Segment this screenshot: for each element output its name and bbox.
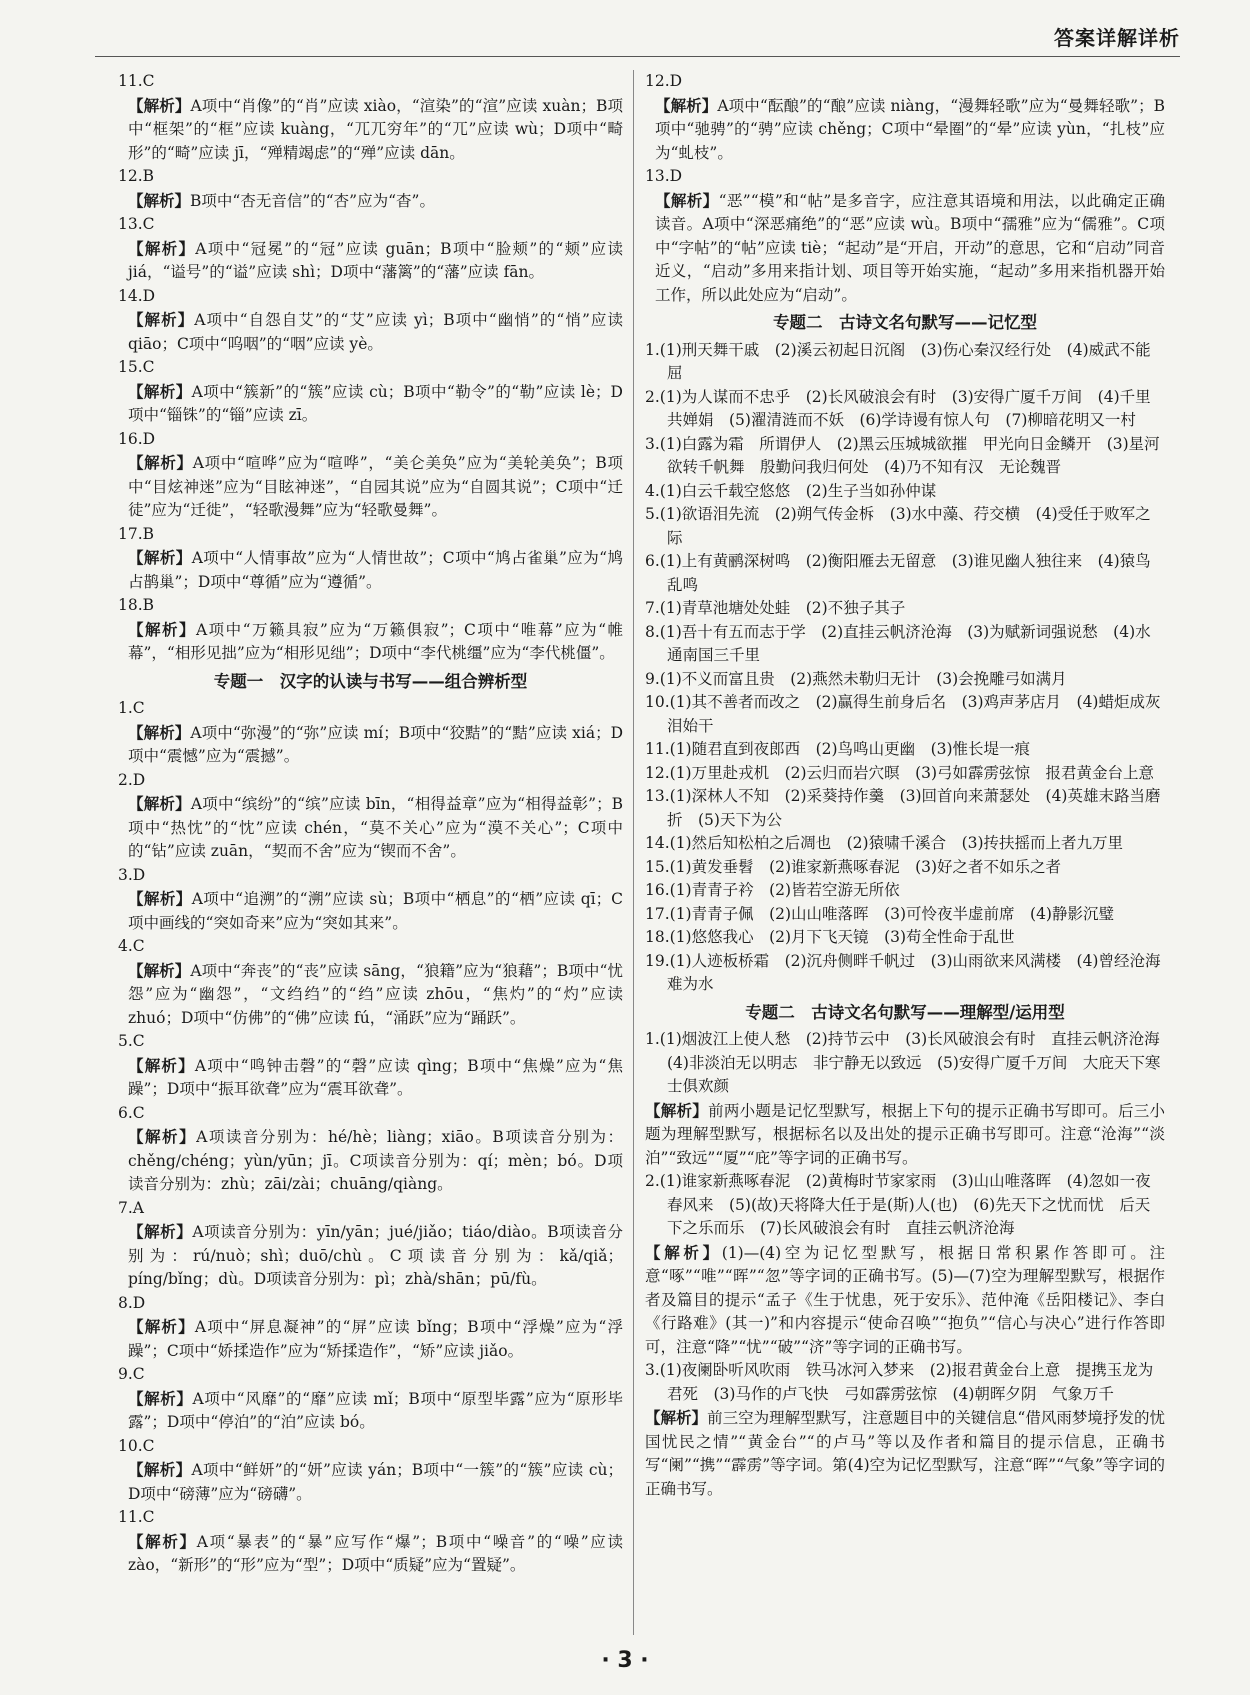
explanation-tag: 【解析】 bbox=[128, 960, 191, 980]
poem-answer: 9.(1)不义而富且贵 (2)燕然未勒归无计 (3)会挽雕弓如满月 bbox=[645, 669, 1067, 688]
poem-answer: 12.(1)万里赴戎机 (2)云归而岩穴暝 (3)弓如霹雳弦惊 报君黄金台上意 bbox=[645, 763, 1155, 782]
poem-answer: 2.(1)谁家新燕啄春泥 (2)黄梅时节家家雨 (3)山山唯落晖 (4)忽如一夜春风来 (5)(故)天将降大任于是(斯)人(也) (6)先天下之忧而忧 后天下之乐而乐 (7)长风破浪会有时 直挂云帆济沧海 bbox=[645, 1172, 1151, 1237]
explanation-text: 前三空为理解型默写，注意题目中的关键信息“借风雨梦境抒发的忧国忧民之情”“黄金台”“的卢马”等以及作者和篇目的提示信息，正确书写“阑”“携”“霹雳”等字词。第(4)空为记忆型默写，注意“晖”“气象”等字词的正确书写。 bbox=[645, 1409, 1165, 1498]
explanation-text: A项中“自怨自艾”的“艾”应读 yì；B项中“幽悄”的“悄”应读 qiāo；C项中“呜咽”的“咽”应读 yè。 bbox=[128, 311, 623, 353]
answer-number: 13.C bbox=[118, 215, 155, 233]
poem-answer: 19.(1)人迹板桥霜 (2)沉舟侧畔千帆过 (3)山雨欲来风满楼 (4)曾经沧海难为水 bbox=[645, 951, 1161, 993]
explanation-tag: 【解析】 bbox=[128, 794, 191, 813]
explanation-text: A项中“风靡”的“靡”应读 mǐ；B项中“原型毕露”应为“原形毕露”；D项中“停泊”的“泊”应读 bó。 bbox=[128, 1389, 623, 1431]
column-divider bbox=[633, 70, 634, 1635]
explanation-text: A项中“弥漫”的“弥”应读 mí；B项中“狡黠”的“黠”应读 xiá；D项中“震憾”应为“震撼”。 bbox=[128, 723, 623, 765]
explanation bbox=[128, 1125, 623, 1197]
answer-number: 17.B bbox=[118, 524, 155, 543]
poem-answer: 15.(1)黄发垂髫 (2)谁家新燕啄春泥 (3)好之者不如乐之者 bbox=[645, 857, 1062, 876]
poem-answer: 8.(1)吾十有五而志于学 (2)直挂云帆济沧海 (3)为赋新词强说愁 (4)水通南国三千里 bbox=[645, 622, 1151, 664]
page-number: · 3 · bbox=[601, 1648, 649, 1673]
explanation-tag: 【解析】 bbox=[128, 190, 191, 210]
explanation bbox=[128, 1387, 623, 1435]
section-heading: 专题一 汉字的认读与书写——组合辨析型 bbox=[213, 671, 528, 691]
explanation bbox=[645, 1241, 1165, 1360]
explanation-text: A项读音分别为：hé/hè；liàng；xiāo。B项读音分别为：chěng/chéng；yùn/yūn；jī。C项读音分别为：qí；mèn；bó。D项读音分别为：zhù；zāi/zài；chuāng/qiàng。 bbox=[128, 1128, 623, 1193]
explanation-text: 前两小题是记忆型默写，根据上下句的提示正确书写即可。后三小题为理解型默写，根据标名以及出处的提示正确书写即可。注意“沧海”“淡泊”“致远”“厦”“庇”等字词的正确书写。 bbox=[645, 1101, 1165, 1167]
answer-number: 7.A bbox=[118, 1198, 144, 1217]
poem-answer: 17.(1)青青子佩 (2)山山唯落晖 (3)可怜夜半虚前席 (4)静影沉璧 bbox=[645, 904, 1114, 923]
poem-answer: 16.(1)青青子衿 (2)皆若空游无所依 bbox=[645, 881, 900, 899]
explanation-tag: 【解析】 bbox=[645, 1408, 708, 1427]
explanation bbox=[128, 380, 623, 428]
poem-answer: 11.(1)随君直到夜郎西 (2)鸟鸣山更幽 (3)惟长堤一痕 bbox=[645, 740, 1031, 758]
answer-number: 18.B bbox=[118, 596, 155, 614]
poem-answer: 14.(1)然后知松柏之后凋也 (2)猿啸千溪合 (3)抟扶摇而上者九万里 bbox=[645, 834, 1124, 852]
explanation-text: A项“暴表”的“暴”应写作“爆”；B项中“噪音”的“噪”应读 zào，“新形”的“形”应为“型”；D项中“质疑”应为“置疑”。 bbox=[128, 1532, 623, 1574]
explanation bbox=[128, 1054, 623, 1102]
explanation bbox=[128, 1220, 623, 1292]
poem-answer: 13.(1)深林人不知 (2)采葵持作羹 (3)回首向来萧瑟处 (4)英雄末路当磨折 (5)天下为公 bbox=[645, 787, 1161, 829]
right-column bbox=[645, 70, 1176, 1501]
answer-number: 16.D bbox=[118, 429, 156, 448]
header-rule bbox=[95, 56, 1180, 57]
explanation bbox=[128, 308, 623, 356]
poem-answer: 18.(1)悠悠我心 (2)月下飞天镜 (3)苟全性命于乱世 bbox=[645, 928, 1015, 946]
answer-number: 6.C bbox=[118, 1103, 145, 1122]
explanation-tag: 【解析】 bbox=[128, 310, 195, 329]
explanation-tag: 【解析】 bbox=[128, 889, 192, 908]
explanation-text: A项中“喧哗”应为“喧哗”，“美仑美奂”应为“美轮美奂”；B项中“目炫神迷”应为“目眩神迷”，“自园其说”应为“自圆其说”；C项中“迁徒”应为“迁徙”，“轻歌漫舞”应为“轻歌曼舞”。 bbox=[128, 454, 623, 519]
explanation bbox=[128, 546, 623, 594]
poem-answer: 2.(1)为人谋而不忠乎 (2)长风破浪会有时 (3)安得广厦千万间 (4)千里共婵娟 (5)濯清涟而不妖 (6)学诗谩有惊人句 (7)柳暗花明又一村 bbox=[645, 387, 1151, 429]
answer-number: 12.B bbox=[118, 167, 155, 185]
explanation-tag: 【解析】 bbox=[128, 95, 191, 115]
explanation-tag: 【解析】 bbox=[128, 548, 192, 567]
explanation-tag: 【解析】 bbox=[128, 453, 193, 472]
answer-number: 10.C bbox=[118, 1436, 155, 1455]
explanation bbox=[645, 1099, 1165, 1171]
explanation bbox=[128, 1530, 623, 1578]
explanation-text: A项中“人情事故”应为“人情世故”；C项中“鸠占雀巢”应为“鸠占鹊巢”；D项中“尊循”应为“遵循”。 bbox=[128, 549, 623, 591]
poem-answer: 5.(1)欲语泪先流 (2)朔气传金柝 (3)水中藻、荇交横 (4)受任于败军之际 bbox=[645, 505, 1151, 547]
explanation bbox=[128, 618, 623, 666]
answer-number: 4.C bbox=[118, 937, 145, 955]
explanation bbox=[655, 189, 1165, 308]
explanation-text: A项中“鸣钟击磬”的“磬”应读 qìng；B项中“焦燥”应为“焦躁”；D项中“振耳欲聋”应为“震耳欲聋”。 bbox=[128, 1056, 623, 1098]
explanation bbox=[128, 451, 623, 523]
explanation-text: A项读音分别为：yīn/yān；jué/jiǎo；tiáo/diào。B项读音分别为：rú/nuò；shì；duō/chù。C项读音分别为：kǎ/qiǎ；píng/bǐng；dù。D项读音分别为：pì；zhà/shān；pū/fù。 bbox=[128, 1223, 623, 1288]
answer-number: 9.C bbox=[118, 1365, 145, 1383]
explanation-text: A项中“奔丧”的“丧”应读 sāng，“狼籍”应为“狼藉”；B项中“忧怨”应为“幽怨”，“文绉绉”的“绉”应读 zhōu，“焦灼”的“灼”应读 zhuó；D项中“仿佛”的“佛”应读 fú，“涌跃”应为“踊跃”。 bbox=[128, 961, 623, 1027]
explanation bbox=[128, 237, 623, 285]
poem-answer: 3.(1)白露为霜 所谓伊人 (2)黑云压城城欲摧 甲光向日金鳞开 (3)星河欲转千帆舞 殷勤问我归何处 (4)乃不知有汉 无论魏晋 bbox=[645, 434, 1160, 476]
explanation-text: A项中“追溯”的“溯”应读 sù；B项中“栖息”的“栖”应读 qī；C项中画线的“突如奇来”应为“突如其来”。 bbox=[128, 890, 623, 932]
section-heading: 专题二 古诗文名句默写——记忆型 bbox=[773, 313, 1037, 332]
explanation-tag: 【解析】 bbox=[655, 95, 718, 115]
section-heading: 专题二 古诗文名句默写——理解型/运用型 bbox=[745, 1002, 1065, 1022]
poem-answer: 1.(1)刑天舞干戚 (2)溪云初起日沉阁 (3)伤心秦汉经行处 (4)威武不能屈 bbox=[645, 340, 1151, 382]
answer-number: 13.D bbox=[645, 167, 683, 185]
explanation-text: A项中“酝酿”的“酿”应读 niàng，“漫舞轻歌”应为“曼舞轻歌”；B项中“驰骋”的“骋”应读 chěng；C项中“晕圈”的“晕”应读 yùn，“扎枝”应为“虬枝”。 bbox=[655, 96, 1165, 162]
explanation-tag: 【解析】 bbox=[128, 1055, 195, 1075]
explanation-text: A项中“屏息凝神”的“屏”应读 bǐng；B项中“浮燥”应为“浮躁”；C项中“娇揉造作”应为“矫揉造作”，“矫”应读 jiǎo。 bbox=[128, 1318, 623, 1360]
explanation bbox=[128, 792, 623, 864]
explanation bbox=[128, 189, 623, 214]
answer-number: 5.C bbox=[118, 1032, 145, 1050]
left-column bbox=[118, 70, 623, 1578]
explanation-tag: 【解析】 bbox=[128, 619, 196, 639]
explanation bbox=[655, 94, 1165, 166]
explanation-text: A项中“簇新”的“簇”应读 cù；B项中“勒令”的“勒”应读 lè；D项中“锱铢”的“锱”应读 zī。 bbox=[128, 382, 623, 424]
answer-number: 11.C bbox=[118, 72, 155, 90]
answer-number: 2.D bbox=[118, 770, 146, 789]
explanation-text: A项中“万籁具寂”应为“万籁俱寂”；C项中“唯幕”应为“帷幕”，“相形见拙”应为“相形见绌”；D项中“李代桃缰”应为“李代桃僵”。 bbox=[128, 620, 623, 662]
answer-number: 8.D bbox=[118, 1293, 146, 1312]
explanation-text: A项中“冠冕”的“冠”应读 guān；B项中“脸颊”的“颊”应读 jiá，“谥号”的“谥”应读 shì；D项中“藩篱”的“藩”应读 fān。 bbox=[128, 239, 623, 281]
explanation bbox=[128, 1458, 623, 1506]
answer-number: 14.D bbox=[118, 286, 156, 305]
answer-number: 1.C bbox=[118, 699, 145, 717]
explanation-text: A项中“鲜妍”的“妍”应读 yán；B项中“一簇”的“簇”应读 cù；D项中“磅薄”应为“磅礴”。 bbox=[128, 1461, 623, 1503]
poem-answer: 10.(1)其不善者而改之 (2)赢得生前身后名 (3)鸡声茅店月 (4)蜡炬成灰泪始干 bbox=[645, 693, 1161, 735]
explanation-tag: 【解析】 bbox=[128, 238, 196, 258]
explanation-tag: 【解析】 bbox=[128, 1222, 193, 1241]
poem-answer: 6.(1)上有黄鹂深树鸣 (2)衡阳雁去无留意 (3)谁见幽人独往来 (4)猿鸟乱鸣 bbox=[645, 552, 1151, 594]
header-title: 答案详解详析 bbox=[1054, 26, 1180, 50]
explanation bbox=[645, 1406, 1165, 1501]
answer-number: 11.C bbox=[118, 1508, 155, 1526]
explanation-tag: 【解析】 bbox=[128, 1317, 195, 1336]
explanation-tag: 【解析】 bbox=[128, 1460, 192, 1479]
explanation-tag: 【解析】 bbox=[128, 722, 191, 742]
explanation-tag: 【解析】 bbox=[645, 1100, 709, 1120]
explanation-tag: 【解析】 bbox=[645, 1242, 722, 1262]
explanation-text: A项中“缤纷”的“缤”应读 bīn，“相得益章”应为“相得益彰”；B项中“热忱”的“忱”应读 chén，“莫不关心”应为“漠不关心”；C项中的“钻”应读 zuān，“契而不舍”应为“锲而不舍”。 bbox=[128, 795, 623, 860]
answer-number: 3.D bbox=[118, 865, 146, 884]
explanation-text: (1)—(4)空为记忆型默写，根据日常积累作答即可。注意“啄”“唯”“晖”“忽”等字词的正确书写。(5)—(7)空为理解型默写，根据作者及篇目的提示“孟子《生于忧患，死于安乐》、范仲淹《岳阳楼记》、李白《行路难》(其一)”和内容提示“使命召唤”“抱负”“信心与决心”进行作答即可，注意“降”“忧”“破”“济”等字词的正确书写。 bbox=[645, 1243, 1165, 1356]
explanation bbox=[128, 1315, 623, 1363]
explanation-tag: 【解析】 bbox=[655, 190, 719, 210]
explanation-text: “恶”“模”和“帖”是多音字，应注意其语境和用法，以此确定正确读音。A项中“深恶痛绝”的“恶”应读 wù。B项中“孺雅”应为“儒雅”。C项中“字帖”的“帖”应读 tiè；“起动”是“开启，开动”的意思，它和“启动”同音近义，“启动”多用来指计划、项目等开始实施，“起动”多用来指机器开始工作，所以此处应为“启动”。 bbox=[655, 191, 1165, 304]
explanation bbox=[128, 94, 623, 166]
explanation-tag: 【解析】 bbox=[128, 1388, 193, 1408]
explanation-tag: 【解析】 bbox=[128, 1531, 197, 1551]
poem-answer: 1.(1)烟波江上使人愁 (2)持节云中 (3)长风破浪会有时 直挂云帆济沧海 (4)非淡泊无以明志 非宁静无以致远 (5)安得广厦千万间 大庇天下寒士俱欢颜 bbox=[645, 1030, 1176, 1095]
explanation-tag: 【解析】 bbox=[128, 1127, 197, 1146]
explanation bbox=[128, 959, 623, 1031]
poem-answer: 4.(1)白云千载空悠悠 (2)生子当如孙仲谋 bbox=[645, 481, 937, 500]
explanation bbox=[128, 721, 623, 769]
answer-number: 12.D bbox=[645, 72, 683, 90]
explanation-tag: 【解析】 bbox=[128, 381, 192, 401]
explanation-text: B项中“杏无音信”的“杏”应为“杳”。 bbox=[190, 191, 435, 210]
explanation bbox=[128, 887, 623, 935]
poem-answer: 3.(1)夜阑卧听风吹雨 铁马冰河入梦来 (2)报君黄金台上意 提携玉龙为君死 (3)马作的卢飞快 弓如霹雳弦惊 (4)朝晖夕阴 气象万千 bbox=[645, 1361, 1154, 1403]
explanation-text: A项中“肖像”的“肖”应读 xiào，“渲染”的“渲”应读 xuàn；B项中“框架”的“框”应读 kuàng，“兀兀穷年”的“兀”应读 wù；D项中“畸形”的“畸”应读 jī，“殚精竭虑”的“殚”应读 dān。 bbox=[128, 96, 623, 162]
poem-answer: 7.(1)青草池塘处处蛙 (2)不独子其子 bbox=[645, 599, 906, 617]
answer-number: 15.C bbox=[118, 358, 155, 376]
